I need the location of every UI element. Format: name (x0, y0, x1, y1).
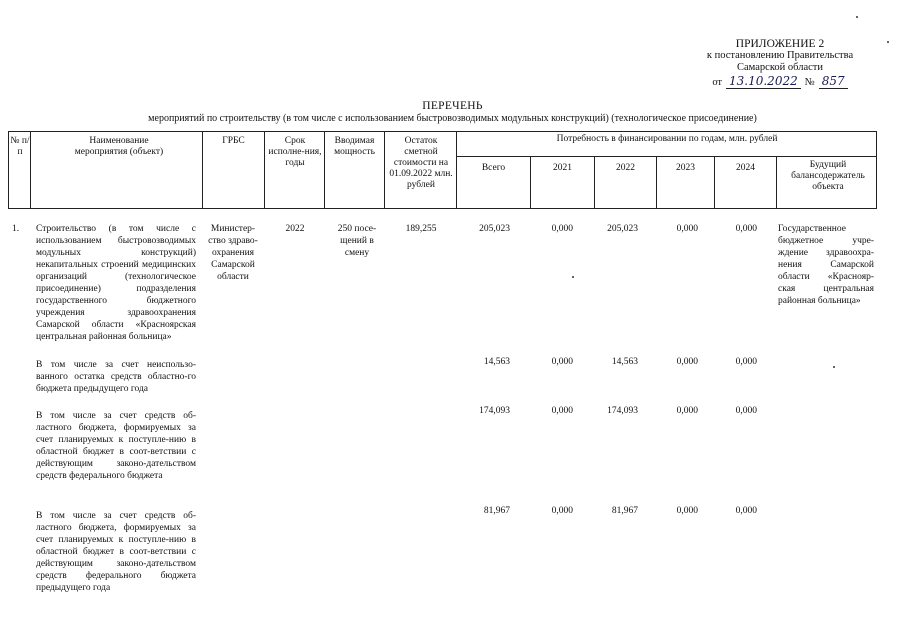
row-1-grbs: Министер-ство здраво-охранения Самарской области (208, 224, 258, 282)
scan-speck (572, 276, 574, 278)
table-header (8, 131, 877, 209)
row-2-2022: 14,563 (611, 357, 638, 367)
row-2-2021: 0,000 (551, 357, 573, 367)
header-2024: 2024 (736, 163, 755, 173)
header-holder: Будущий балансодержатель объекта (791, 160, 865, 192)
document-subtitle: мероприятий по строительству (в том числе с использованием быстровозводимых модульных конструкций) (технологическое присоединение) (148, 113, 757, 124)
row-1-2023: 0,000 (676, 224, 698, 234)
scan-speck (887, 41, 889, 43)
appendix-block (690, 38, 870, 89)
row-1-2022: 205,023 (607, 224, 638, 234)
header-need: Потребность в финансировании по годам, млн. рублей (556, 134, 778, 144)
row-1-holder: Государственное бюджетное учре-ждение здравоохра-нения Самарской области «Краснояр-ская центральная районная больница» (778, 224, 874, 306)
date-prefix: от (712, 77, 723, 88)
row-3-total: 174,093 (479, 406, 510, 416)
row-4-name: В том числе за счет средств об-ластного бюджета, формируемых за счет планируемых к поступле-нию в областной бюджет в соот-ветствии с действующим законо-дательством средств федерального бюджета предыдущего года (36, 511, 196, 593)
header-name: Наименование мероприятия (объект) (74, 136, 164, 157)
row-4-2021: 0,000 (551, 506, 573, 516)
row-1-2021: 0,000 (551, 224, 573, 234)
row-1-2024: 0,000 (735, 224, 757, 234)
header-num: № п/п (10, 136, 30, 157)
row-1-term: 2022 (285, 224, 305, 234)
row-1-num: 1. (12, 224, 20, 234)
handwritten-number: 857 (819, 75, 848, 89)
scan-speck (856, 16, 858, 18)
row-1-capacity: 250 посе-щений в смену (337, 224, 377, 258)
row-3-2024: 0,000 (735, 406, 757, 416)
row-4-total: 81,967 (483, 506, 510, 516)
handwritten-date: 13.10.2022 (726, 75, 801, 89)
row-1-remainder: 189,255 (405, 224, 437, 234)
row-3-2021: 0,000 (551, 406, 573, 416)
row-3-2023: 0,000 (676, 406, 698, 416)
row-2-name: В том числе за счет неиспользо-ванного остатка средств областно-го бюджета предыдущего года (36, 360, 196, 394)
header-2021: 2021 (553, 163, 572, 173)
appendix-date-line (690, 75, 870, 89)
row-1-total: 205,023 (479, 224, 510, 234)
row-2-2024: 0,000 (735, 357, 757, 367)
appendix-title: ПРИЛОЖЕНИЕ 2 (735, 38, 825, 50)
appendix-line-1: к постановлению Правительства (706, 50, 854, 61)
header-2022: 2022 (616, 163, 635, 173)
row-4-2024: 0,000 (735, 506, 757, 516)
scan-speck (833, 366, 835, 368)
row-3-name: В том числе за счет средств об-ластного бюджета, формируемых за счет планируемых к поступле-нию в областной бюджет в соот-ветствии с действующим законо-дательством средств федерального бюджета (36, 411, 196, 481)
header-total: Всего (481, 163, 506, 173)
row-2-total: 14,563 (483, 357, 510, 367)
document-title: ПЕРЕЧЕНЬ (422, 100, 483, 112)
header-2023: 2023 (676, 163, 695, 173)
row-4-2023: 0,000 (676, 506, 698, 516)
header-capacity: Вводимая мощность (334, 136, 375, 157)
number-prefix: № (804, 77, 815, 88)
header-remainder: Остаток сметной стоимости на 01.09.2022 млн. рублей (389, 136, 453, 190)
row-4-2022: 81,967 (611, 506, 638, 516)
appendix-line-2: Самарской области (737, 62, 823, 73)
header-grbs: ГРБС (222, 136, 245, 146)
row-1-name: Строительство (в том числе с использованием быстровозводимых модульных конструкций) некапитальных строений медицинских организаций (технологическое присоединение) подразделения государственного бюджетного учреждения здравоохранения Самарской области «Красноярская центральная районная больница» (36, 224, 196, 342)
row-3-2022: 174,093 (607, 406, 638, 416)
header-term: Срок исполне-ния, годы (268, 136, 322, 168)
row-2-2023: 0,000 (676, 357, 698, 367)
